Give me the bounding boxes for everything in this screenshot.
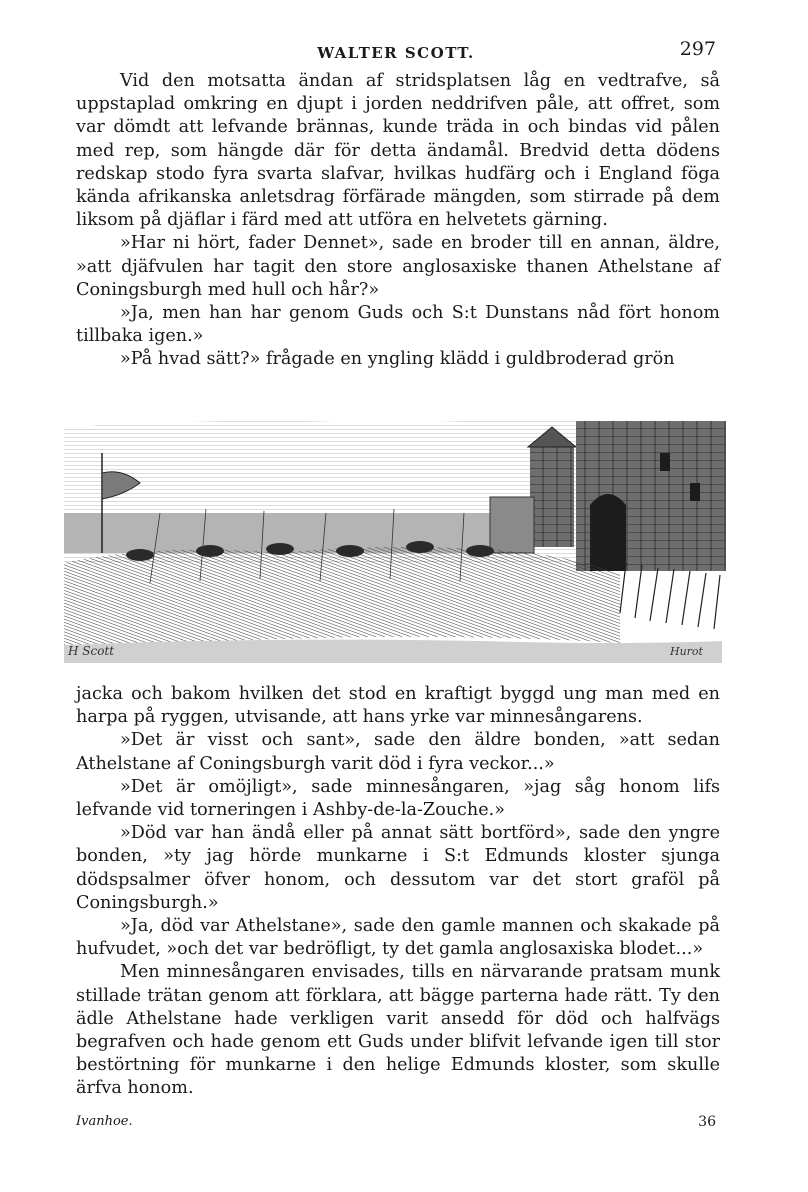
ground xyxy=(64,640,722,663)
crowd xyxy=(64,547,620,645)
paragraph: »Det är omöjligt», sade minnesångaren, »jag såg honom lifs lefvande vid torneringen i Ashby-de-la-Zouche.» xyxy=(76,776,720,821)
paragraph: »Ja, död var Athelstane», sade den gamle mannen och skakade på hufvudet, »och det var bedröfligt, ty det gamla anglosaxiska blodet...» xyxy=(76,916,720,960)
text-block-bottom xyxy=(76,683,720,1101)
paragraph: »Det är visst och sant», sade den äldre bonden, »att sedan Athelstane af Coningsburgh varit död i fyra veckor...» xyxy=(76,730,720,774)
page-footer xyxy=(76,1114,716,1138)
signature-mark: 36 xyxy=(698,1114,716,1130)
paragraph: Vid den motsatta ändan af stridsplatsen låg en vedtrafve, så uppstaplad omkring en djupt i jorden neddrifven påle, att offret, som var dömdt att lefvande brännas, kunde träda in och bindas vid pålen med rep, som hängde där för detta ändamål. Bredvid detta dödens redskap stodo fyra svarta slafvar, hvilkas hudfärg och i England föga kända afrikanska anletsdrag förfärade mängden, som stirrade på dem liksom på djäflar i färd med att utföra en helvetets gärning. xyxy=(76,71,720,231)
paragraph: Men minnesångaren envisades, tills en närvarande pratsam munk stillade trätan genom att förklara, att bägge parterna hade rätt. Ty den ädle Athelstane hade verkligen varit ansedd för död och halfvägs begrafven och hade genom ett Guds under blifvit lefvande igen till stor bestörtning för munkarne i den helige Edmunds kloster, som skulle ärfva honom. xyxy=(76,962,720,1099)
paragraph: »Död var han ändå eller på annat sätt bortförd», sade den yngre bonden, »ty jag hörde munkarne i S:t Edmunds kloster sjunga dödspsalmer öfver honom, och dessutom var det stort graföl på Coningsburgh.» xyxy=(76,823,720,913)
castle-gate xyxy=(590,494,626,571)
palisade xyxy=(620,563,720,629)
engraver-signature: Hurot xyxy=(670,645,703,658)
running-header xyxy=(76,38,716,68)
footer-book-title: Ivanhoe. xyxy=(76,1114,133,1129)
paragraph: »På hvad sätt?» frågade en yngling klädd i guldbroderad grön xyxy=(120,349,675,370)
artist-signature: H Scott xyxy=(68,644,115,658)
text-block-top xyxy=(76,70,720,372)
paragraph: »Ja, men han har genom Guds och S:t Dunstans nåd fört honom tillbaka igen.» xyxy=(76,303,720,347)
paragraph: jacka och bakom hvilken det stod en kraftigt byggd ung man med en harpa på ryggen, utvisande, att hans yrke var minnesångarens. xyxy=(76,684,720,728)
running-title: WALTER SCOTT. xyxy=(317,44,475,62)
castle-crowd-engraving xyxy=(60,413,726,673)
engraving-illustration xyxy=(60,413,726,673)
paragraph: »Har ni hört, fader Dennet», sade en broder till en annan, äldre, »att djäfvulen har tagit den store anglosaxiske thanen Athelstane af Coningsburgh med hull och hår?» xyxy=(76,233,720,300)
page-number: 297 xyxy=(679,38,716,60)
